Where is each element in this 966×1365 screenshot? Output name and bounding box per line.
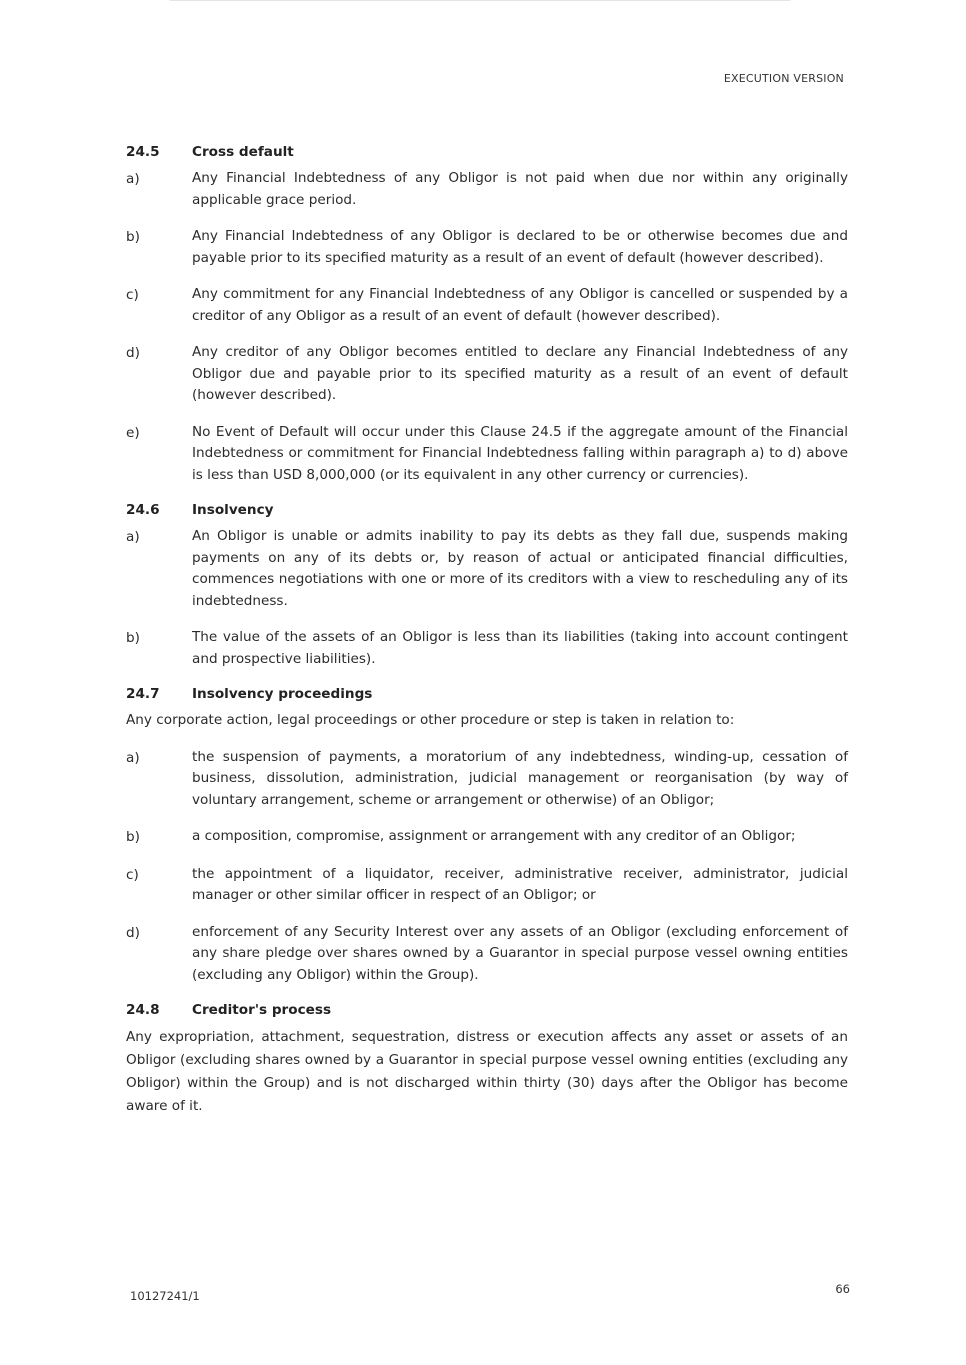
list-item [126, 864, 848, 907]
list-item [126, 342, 848, 407]
item-label: b) [126, 229, 140, 245]
execution-version-label: EXECUTION VERSION [723, 72, 844, 85]
item-text: Any commitment for any Financial Indebtedness of any Obligor is cancelled or suspended by a creditor of any Obligor as a result of an event of default (however described). [192, 286, 848, 324]
item-label: b) [126, 630, 140, 646]
document-body [126, 143, 848, 1118]
list-item [126, 284, 848, 327]
section-number: 24.7 [126, 686, 160, 702]
item-label: b) [126, 829, 140, 845]
section-insolvency-proceedings [126, 685, 848, 986]
item-text: Any creditor of any Obligor becomes entitled to declare any Financial Indebtedness of any Obligor due and payable prior to its specified maturity as a result of an event of default (however described). [192, 344, 848, 403]
section-heading [126, 1001, 848, 1020]
item-text: enforcement of any Security Interest over any assets of an Obligor (excluding enforcement of any share pledge over shares owned by a Guarantor in special purpose vessel owning entities (excluding any Obligor) within the Group). [192, 923, 848, 983]
section-cross-default [126, 143, 848, 486]
page-number: 66 [835, 1282, 850, 1296]
section-insolvency [126, 501, 848, 670]
item-label: e) [126, 424, 140, 441]
scan-edge-line [170, 0, 790, 1]
list-item [126, 747, 848, 812]
document-reference: 10127241/1 [130, 1289, 200, 1303]
item-text: the appointment of a liquidator, receiver, administrative receiver, administrator, judicial manager or other similar officer in respect of an Obligor; or [192, 865, 848, 903]
section-paragraph: Any expropriation, attachment, sequestration, distress or execution affects any asset or assets of an Obligor (excluding shares owned by a Guarantor in special purpose vessel owning entities (excluding any Obligor) within the Group) and is not discharged within thirty (30) days after the Obligor has become aware of it. [126, 1029, 848, 1114]
section-number: 24.8 [126, 1002, 160, 1018]
section-heading [126, 143, 848, 162]
item-label: c) [126, 287, 139, 303]
item-text: No Event of Default will occur under this Clause 24.5 if the aggregate amount of the Financial Indebtedness or commitment for Financial Indebtedness falling within paragraph a) to d) above is less than USD 8,000,000 (or its equivalent in any other currency or currencies). [192, 423, 848, 483]
item-text: An Obligor is unable or admits inability to pay its debts as they fall due, suspends making payments on any of its debts or, by reason of actual or anticipated financial difficulties, commences negotiations with one or more of its creditors with a view to rescheduling any of its indebtedness. [192, 528, 848, 609]
list-item [126, 526, 848, 612]
section-title: Cross default [192, 144, 294, 160]
list-item [126, 922, 848, 987]
section-title: Insolvency [192, 502, 274, 518]
section-title: Insolvency proceedings [192, 686, 373, 702]
item-label: a) [126, 749, 140, 766]
item-text: Any Financial Indebtedness of any Obligor is not paid when due nor within any originally applicable grace period. [192, 170, 848, 208]
list-item [126, 168, 848, 211]
section-intro: Any corporate action, legal proceedings or other procedure or step is taken in relation to: [126, 712, 735, 728]
section-number: 24.5 [126, 144, 160, 160]
list-item [126, 422, 848, 487]
list-item [126, 826, 848, 849]
item-label: a) [126, 529, 140, 545]
item-label: d) [126, 345, 140, 361]
item-label: d) [126, 924, 140, 941]
section-title: Creditor's process [192, 1002, 332, 1018]
item-text: Any Financial Indebtedness of any Obligor is declared to be or otherwise becomes due and payable prior to its specified maturity as a result of an event of default (however described). [192, 228, 848, 266]
section-heading [126, 501, 848, 520]
item-text: The value of the assets of an Obligor is less than its liabilities (taking into account contingent and prospective liabilities). [192, 629, 848, 667]
item-text: a composition, compromise, assignment or arrangement with any creditor of an Obligor; [192, 828, 796, 844]
section-number: 24.6 [126, 502, 160, 518]
section-heading [126, 685, 848, 704]
item-text: the suspension of payments, a moratorium of any indebtedness, winding-up, cessation of business, dissolution, administration, judicial management or reorganisation (by way of voluntary arrangement, scheme or arrangement or otherwise) of an Obligor; [192, 748, 848, 808]
list-item [126, 226, 848, 269]
section-creditors-process [126, 1001, 848, 1118]
list-item [126, 627, 848, 670]
item-label: a) [126, 171, 140, 187]
item-label: c) [126, 866, 139, 883]
